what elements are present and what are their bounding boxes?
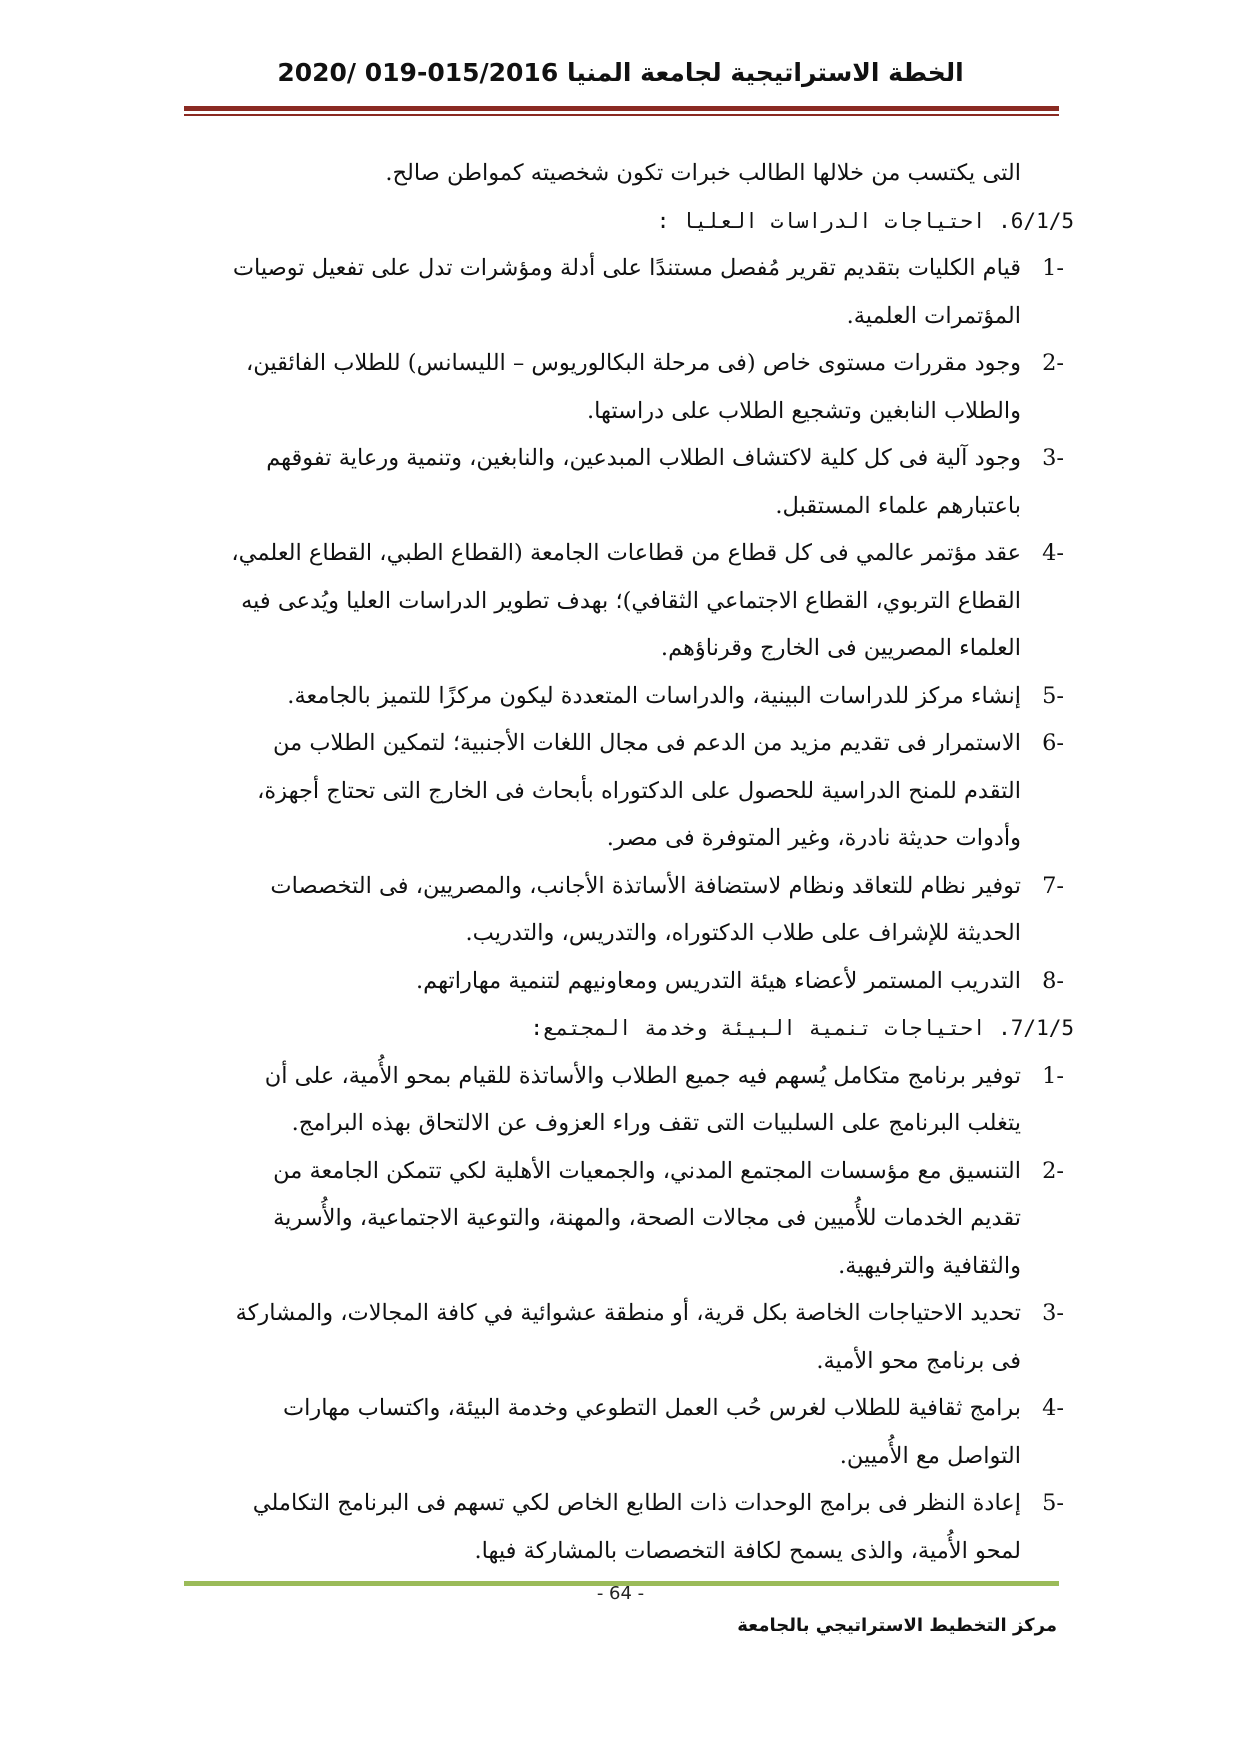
list-item: [184, 863, 1064, 911]
intro-line: التى يكتسب من خلالها الطالب خبرات تكون شخصيته كمواطن صالح.: [385, 160, 1021, 186]
item-continuation: المؤتمرات العلمية.: [846, 302, 1021, 329]
item-text: الاستمرار فى تقديم مزيد من الدعم فى مجال اللغات الأجنبية؛ لتمكين الطلاب من: [273, 730, 1021, 756]
list-item: [184, 1148, 1064, 1196]
list-item: [184, 958, 1064, 1006]
section-heading-graduate-studies: 6/1/5. احتياجات الدراسات العليا :: [656, 208, 1074, 233]
item-continuation: والثقافية والترفيهية.: [838, 1252, 1021, 1279]
item-number: 8-: [1042, 967, 1064, 994]
page-content: [184, 150, 1074, 1575]
item-number: 5-: [1042, 1490, 1064, 1516]
item-continuation: القطاع التربوي، القطاع الاجتماعي الثقافي)؛ بهدف تطوير الدراسات العليا ويُدعى فيه: [241, 587, 1021, 614]
item-number: 3-: [1042, 445, 1064, 471]
list-item: [184, 720, 1064, 768]
item-text: إنشاء مركز للدراسات البينية، والدراسات المتعددة ليكون مركزًا للتميز بالجامعة.: [287, 682, 1021, 709]
item-text: إعادة النظر فى برامج الوحدات ذات الطابع الخاص لكي تسهم فى البرنامج التكاملي: [252, 1490, 1021, 1516]
item-text: قيام الكليات بتقديم تقرير مُفصل مستندًا على أدلة ومؤشرات تدل على تفعيل توصيات: [232, 255, 1021, 281]
item-number: 6-: [1042, 730, 1064, 756]
item-text: توفير نظام للتعاقد ونظام لاستضافة الأساتذة الأجانب، والمصريين، فى التخصصات: [270, 872, 1021, 899]
item-continuation: التقدم للمنح الدراسية للحصول على الدكتوراه بأبحاث فى الخارج التى تحتاج أجهزة،: [257, 777, 1021, 804]
item-continuation: لمحو الأُمية، والذى يسمح لكافة التخصصات بالمشاركة فيها.: [474, 1537, 1021, 1564]
item-continuation: باعتبارهم علماء المستقبل.: [775, 492, 1021, 519]
item-text: توفير برنامج متكامل يُسهم فيه جميع الطلاب والأساتذة للقيام بمحو الأُمية، على أن: [264, 1062, 1021, 1089]
list-item: [184, 435, 1064, 483]
list-item: [184, 530, 1064, 578]
item-number: 5-: [1042, 682, 1064, 709]
item-continuation: الحديثة للإشراف على طلاب الدكتوراه، والتدريس، والتدريب.: [465, 920, 1021, 946]
item-number: 2-: [1042, 1157, 1064, 1184]
item-text: التدريب المستمر لأعضاء هيئة التدريس ومعاونيهم لتنمية مهاراتهم.: [416, 967, 1021, 994]
item-text: عقد مؤتمر عالمي فى كل قطاع من قطاعات الجامعة (القطاع الطبي، القطاع العلمي،: [231, 540, 1021, 566]
item-text: برامج ثقافية للطلاب لغرس حُب العمل التطوعي وخدمة البيئة، واكتساب مهارات: [282, 1395, 1021, 1421]
item-number: 1-: [1042, 1062, 1064, 1089]
header-rule-thin: [184, 114, 1059, 116]
list-item: [184, 1385, 1064, 1433]
item-number: 4-: [1042, 1395, 1064, 1421]
list-item: [184, 1480, 1064, 1528]
item-continuation: العلماء المصريين فى الخارج وقرناؤهم.: [660, 635, 1021, 661]
item-number: 4-: [1042, 540, 1064, 566]
item-continuation: يتغلب البرنامج على السلبيات التى تقف وراء العزوف عن الالتحاق بهذه البرامج.: [291, 1110, 1021, 1136]
item-number: 2-: [1042, 350, 1064, 376]
list-item: [184, 1053, 1064, 1101]
item-number: 7-: [1042, 872, 1064, 899]
header-rule-thick: [184, 106, 1059, 111]
item-number: 1-: [1042, 255, 1064, 281]
list-item: [184, 340, 1064, 388]
item-continuation: تقديم الخدمات للأُميين فى مجالات الصحة، والمهنة، والتوعية الاجتماعية، والأُسرية: [273, 1205, 1021, 1231]
item-continuation: فى برنامج محو الأمية.: [816, 1347, 1021, 1374]
list-item: [184, 1290, 1064, 1338]
page-header-title: الخطة الاستراتيجية لجامعة المنيا 015/2016-019 /2020: [277, 58, 964, 87]
list-item: [184, 245, 1064, 293]
item-text: التنسيق مع مؤسسات المجتمع المدني، والجمعيات الأهلية لكي تتمكن الجامعة من: [273, 1157, 1021, 1184]
page-number: - 64 -: [596, 1583, 645, 1604]
item-text: وجود آلية فى كل كلية لاكتشاف الطلاب المبدعين، والنابغين، وتنمية ورعاية تفوقهم: [266, 445, 1021, 471]
list-item: [184, 673, 1064, 721]
item-text: تحديد الاحتياجات الخاصة بكل قرية، أو منطقة عشوائية في كافة المجالات، والمشاركة: [235, 1300, 1021, 1326]
item-continuation: التواصل مع الأُميين.: [839, 1442, 1021, 1469]
item-number: 3-: [1042, 1300, 1064, 1326]
item-continuation: والطلاب النابغين وتشجيع الطلاب على دراستها.: [586, 397, 1021, 424]
section-heading-community-service: 7/1/5. احتياجات تنمية البيئة وخدمة المجتمع:: [530, 1016, 1074, 1040]
footer-center-name: مركز التخطيط الاستراتيجي بالجامعة: [737, 1615, 1057, 1636]
item-continuation: وأدوات حديثة نادرة، وغير المتوفرة فى مصر.: [606, 825, 1021, 851]
item-text: وجود مقررات مستوى خاص (فى مرحلة البكالوريوس – الليسانس) للطلاب الفائقين،: [245, 350, 1021, 376]
